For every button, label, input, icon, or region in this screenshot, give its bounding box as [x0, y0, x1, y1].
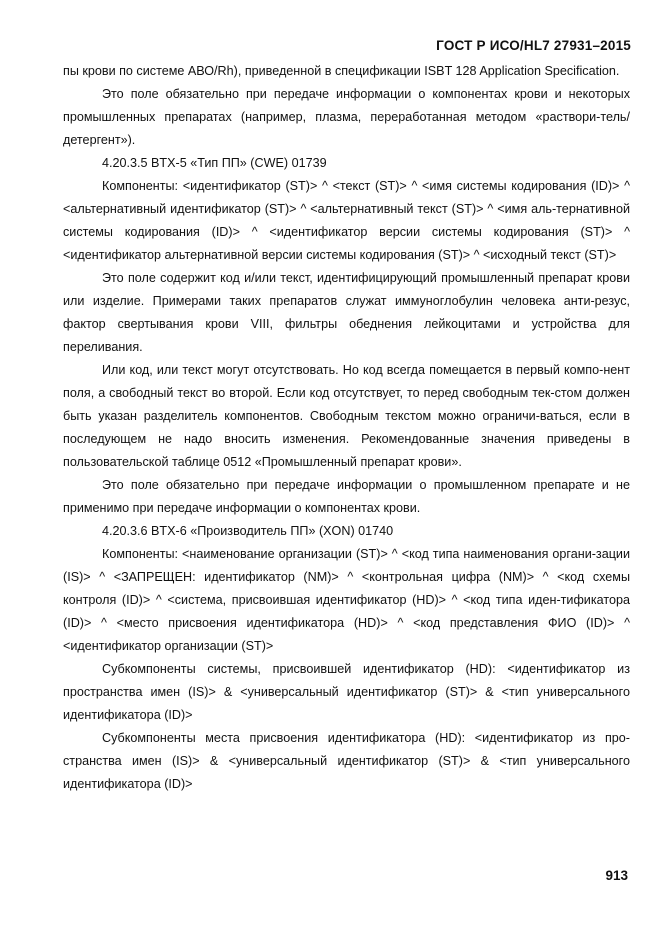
document-header-code: ГОСТ Р ИСО/HL7 27931–2015: [436, 38, 631, 53]
paragraph-required-components: Это поле обязательно при передаче информации о компонентах крови и некоторых промышленных препаратах (например, плазма, переработанная методом «раствори-тель/детергент»).: [63, 87, 630, 147]
paragraph-code-or-text: Или код, или текст могут отсутствовать. Но код всегда помещается в первый компо-нент поля, а свободный текст во второй. Если код отсутствует, то перед свободным тек-стом должен быть указан разделитель компонентов. Свободным текстом можно ограничи-ваться, если в последующем не надо вносить изменения. Рекомендованные значения приведены в пользовательской таблице 0512 «Промышленный препарат крови».: [63, 363, 630, 469]
section-heading-btx-6: 4.20.3.6 BTX-6 «Производитель ПП» (XON) 01740: [102, 524, 394, 538]
paragraph-btx-6-components: Компоненты: <наименование организации (ST)> ^ <код типа наименования органи-зации (IS)> ^ <ЗАПРЕЩЕН: идентификатор (NM)> ^ <контрольная цифра (NM)> ^ <код схемы контроля (ID)> ^ <система, присвоившая идентификатор (HD)> ^ <код типа иден-тификатора (ID)> ^ <место присвоения идентификатора (HD)> ^ <код представления ФИО (ID)> ^ <идентификатор организации (ST)>: [63, 547, 630, 653]
paragraph-blood-group-continuation: пы крови по системе АВО/Rh), приведенной в спецификации ISBT 128 Application Specification.: [63, 64, 620, 78]
paragraph-btx-5-components: Компоненты: <идентификатор (ST)> ^ <текст (ST)> ^ <имя системы кодирования (ID)> ^ <альтернативный идентификатор (ST)> ^ <альтернативный текст (ST)> ^ <имя аль-тернативной системы кодирования (ID)> ^ <идентификатор версии системы кодирования (ST)> ^ <идентификатор альтернативной версии системы кодирования (ST)> ^ <исходный текст (ST)>: [63, 179, 630, 262]
paragraph-assigning-facility-subcomponents: Субкомпоненты места присвоения идентификатора (HD): <идентификатор из про-странства имен (IS)> & <универсальный идентификатор (ST)> & <тип универсального идентификатора (ID)>: [63, 731, 630, 791]
document-body: [63, 60, 630, 796]
page-number: 913: [605, 868, 628, 883]
paragraph-assigning-system-subcomponents: Субкомпоненты системы, присвоившей идентификатор (HD): <идентификатор из пространства имен (IS)> & <универсальный идентификатор (ST)> & <тип универсального идентификатора (ID)>: [63, 662, 630, 722]
section-heading-btx-5: 4.20.3.5 BTX-5 «Тип ПП» (CWE) 01739: [102, 156, 327, 170]
paragraph-required-product: Это поле обязательно при передаче информации о промышленном препарате и не применимо при передаче информации о компонентах крови.: [63, 478, 630, 515]
paragraph-btx-5-description: Это поле содержит код и/или текст, идентифицирующий промышленный препарат крови или изделие. Примерами таких препаратов служат иммуноглобулин человека анти-резус, фактор свертывания крови VIII, фильтры обеднения лейкоцитами и устройства для переливания.: [63, 271, 630, 354]
